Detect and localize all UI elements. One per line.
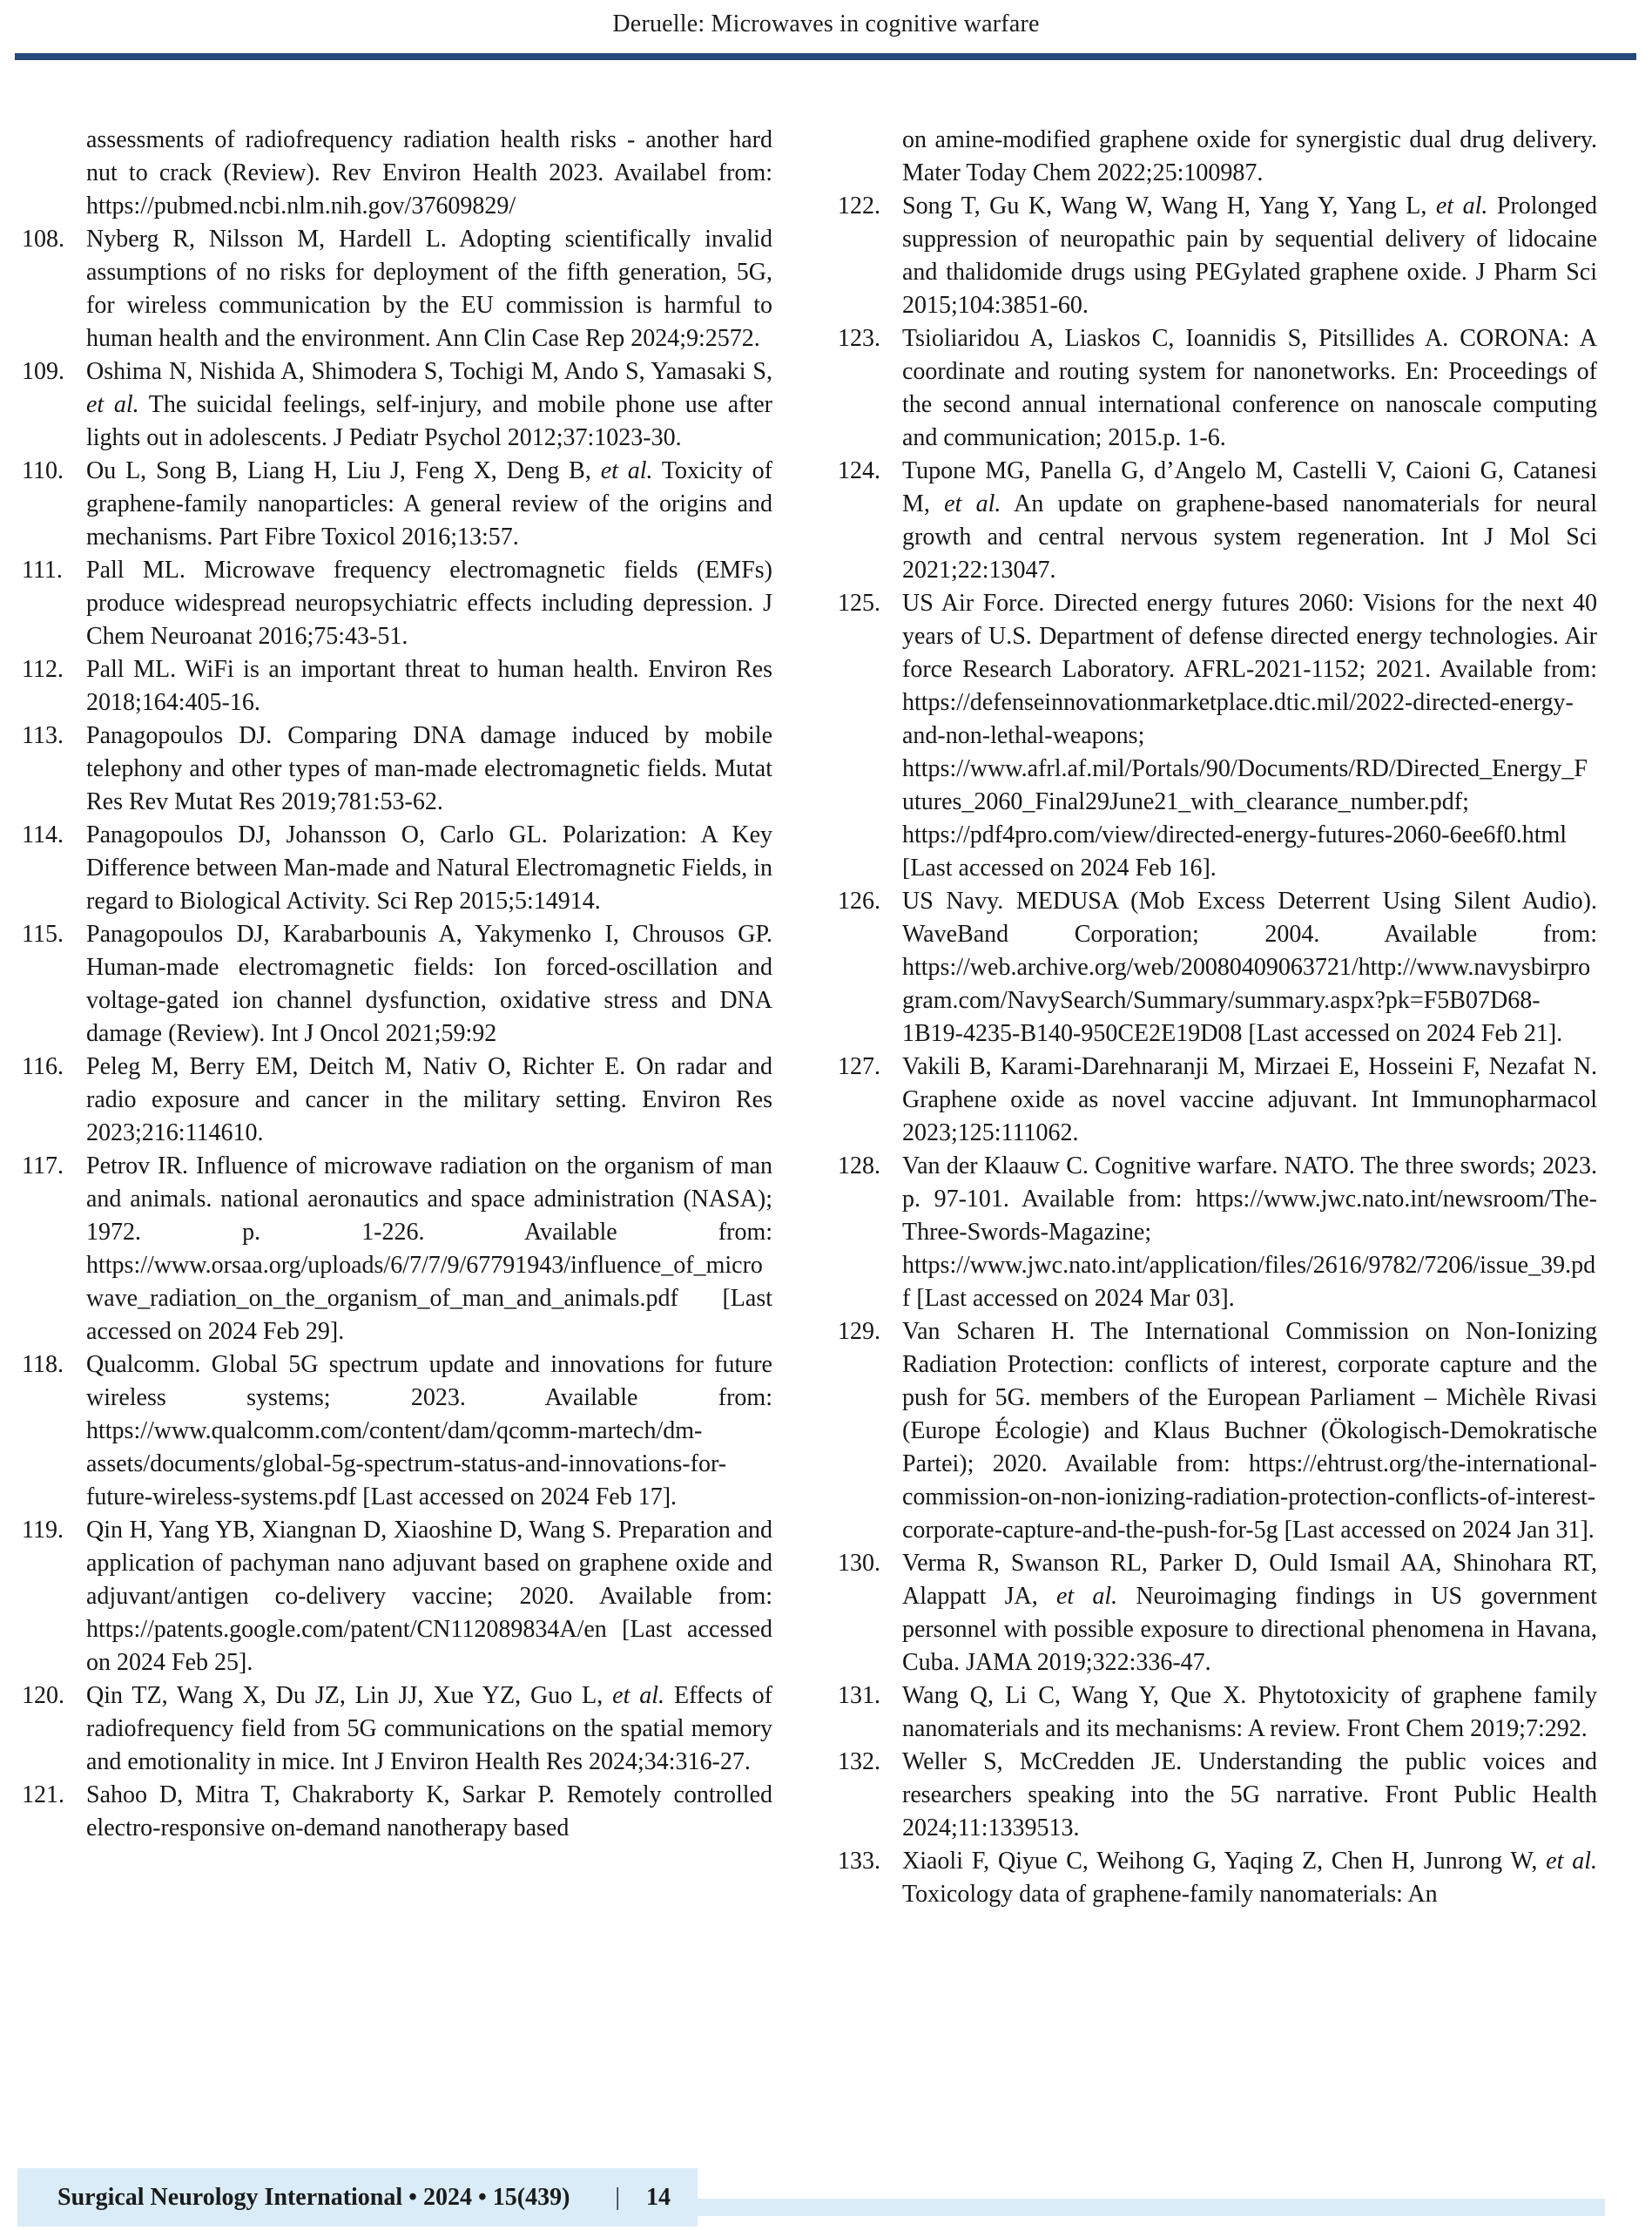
reference-text-segment: Xiaoli F, Qiyue C, Weihong G, Yaqing Z, Chen H, Junrong W,	[902, 1848, 1547, 1875]
reference-item	[838, 885, 1597, 1051]
reference-text-segment: Panagopoulos DJ, Karabarbounis A, Yakymenko I, Chrousos GP. Human-made electromagnetic fields: Ion forced-oscillation and voltage-gated ion channel dysfunction, oxidative stress and DNA damage (Review). Int J Oncol 2021;59:92	[86, 921, 772, 1047]
reference-text	[86, 1053, 772, 1146]
references-column-left	[22, 124, 772, 1845]
reference-text-italic: et al.	[1546, 1848, 1597, 1875]
references-column-right	[838, 124, 1597, 1911]
reference-text-segment: Song T, Gu K, Wang W, Wang H, Yang Y, Yang L,	[902, 193, 1436, 220]
reference-text	[902, 193, 1597, 319]
reference-item	[838, 1547, 1597, 1679]
reference-text	[86, 656, 772, 716]
reference-text-segment: Vakili B, Karami-Darehnaranji M, Mirzaei E, Hosseini F, Nezafat N. Graphene oxide as novel vaccine adjuvant. Int Immunopharmacol 2023;125:111062.	[902, 1053, 1597, 1146]
reference-number: 132.	[838, 1748, 880, 1775]
reference-item	[838, 190, 1597, 322]
reference-text	[86, 1152, 772, 1345]
reference-text-segment: Van der Klaauw C. Cognitive warfare. NATO. The three swords; 2023. p. 97-101. Available from: https://www.jwc.nato.int/newsroom/The-Three-Swords-Magazine; https://www.jwc.nato.int/application/files/2616/9782/7206/issue_39.pdf [Last accessed on 2024 Mar 03].	[902, 1152, 1597, 1312]
reference-number: 121.	[22, 1781, 64, 1808]
reference-text-segment: on amine-modified graphene oxide for synergistic dual drug delivery. Mater Today Chem 2022;25:100987.	[902, 126, 1597, 186]
reference-item	[22, 1679, 772, 1779]
reference-text-italic: et al.	[612, 1682, 665, 1709]
reference-number: 124.	[838, 457, 880, 484]
reference-text-italic: et al.	[1055, 1583, 1118, 1610]
reference-text-segment: Nyberg R, Nilsson M, Hardell L. Adopting scientifically invalid assumptions of no risks for deployment of the fifth generation, 5G, for wireless communication by the EU commission is harmful to human health and the environment. Ann Clin Case Rep 2024;9:2572.	[86, 226, 772, 352]
reference-number: 110.	[22, 457, 64, 484]
reference-text-segment: US Navy. MEDUSA (Mob Excess Deterrent Using Silent Audio). WaveBand Corporation; 2004. Available from: https://web.archive.org/web/20080409063721/http://www.navysbirprogram.com/NavySearch/Summary/summary.aspx?pk=F5B07D68-1B19-4235-B140-950CE2E19D08 [Last accessed on 2024 Feb 21].	[902, 888, 1597, 1047]
reference-text-segment: Tsioliaridou A, Liaskos C, Ioannidis S, Pitsillides A. CORONA: A coordinate and routing system for nanonetworks. En: Proceedings of the second annual international conference on nanoscale computing and communication; 2015.p. 1-6.	[902, 325, 1597, 451]
reference-number: 109.	[22, 358, 64, 385]
reference-text	[902, 1550, 1597, 1676]
reference-number: 112.	[22, 656, 64, 683]
reference-text-segment: Ou L, Song B, Liang H, Liu J, Feng X, Deng B,	[86, 457, 601, 484]
journal-citation: Surgical Neurology International • 2024 • 15(439)	[57, 2183, 570, 2211]
reference-text	[902, 1053, 1597, 1146]
reference-item	[22, 124, 772, 223]
reference-number: 120.	[22, 1682, 64, 1709]
reference-text-segment: Wang Q, Li C, Wang Y, Que X. Phytotoxicity of graphene family nanomaterials and its mechanisms: A review. Front Chem 2019;7:292.	[902, 1682, 1597, 1742]
reference-text	[902, 1318, 1597, 1544]
reference-item	[22, 1779, 772, 1845]
reference-text-segment: Prolonged suppression of neuropathic pain by sequential delivery of lidocaine and thalidomide drugs using PEGylated graphene oxide. J Pharm Sci 2015;104:3851-60.	[902, 193, 1597, 319]
reference-number: 118.	[22, 1351, 64, 1378]
reference-text-segment: US Air Force. Directed energy futures 2060: Visions for the next 40 years of U.S. Department of defense directed energy technologies. Air force Research Laboratory. AFRL-2021-1152; 2021. Available from: https://defenseinnovationmarketplace.dtic.mil/2022-directed-energy-and-non-lethal-weapons; https://www.afrl.af.mil/Portals/90/Documents/RD/Directed_Energy_Futures_2060_Final29June21_with_clearance_number.pdf; https://pdf4pro.com/view/directed-energy-futures-2060-6ee6f0.html [Last accessed on 2024 Feb 16].	[902, 590, 1597, 882]
reference-text	[902, 325, 1597, 451]
running-head: Deruelle: Microwaves in cognitive warfare	[612, 10, 1040, 37]
reference-number: 123.	[838, 325, 880, 352]
reference-item	[22, 819, 772, 918]
reference-text-segment: Petrov IR. Influence of microwave radiation on the organism of man and animals. national aeronautics and space administration (NASA); 1972. p. 1-226. Available from: https://www.orsaa.org/uploads/6/7/7/9/67791943/influence_of_microwave_radiation_on_the_organism_of_man_and_animals.pdf [Last accessed on 2024 Feb 29].	[86, 1152, 772, 1345]
reference-text	[86, 457, 772, 551]
reference-text-segment: Peleg M, Berry EM, Deitch M, Nativ O, Richter E. On radar and radio exposure and cancer in the military setting. Environ Res 2023;216:114610.	[86, 1053, 772, 1146]
reference-text-segment: Effects of radiofrequency field from 5G communications on the spatial memory and emotionality in mice. Int J Environ Health Res 2024;34:316-27.	[86, 1682, 772, 1775]
reference-text-segment: Van Scharen H. The International Commission on Non-Ionizing Radiation Protection: conflicts of interest, corporate capture and the push for 5G. members of the European Parliament – Michèle Rivasi (Europe Écologie) and Klaus Buchner (Ökologisch-Demokratische Partei); 2020. Available from: https://ehtrust.org/the-international-commission-on-non-ionizing-radiation-protection-conflicts-of-interest-corporate-capture-and-the-push-for-5g [Last accessed on 2024 Jan 31].	[902, 1318, 1597, 1544]
reference-item	[22, 554, 772, 653]
reference-text-segment: Qualcomm. Global 5G spectrum update and innovations for future wireless systems; 2023. Available from: https://www.qualcomm.com/content/dam/qcomm-martech/dm-assets/documents/global-5g-spectrum-status-and-innovations-for-future-wireless-systems.pdf [Last accessed on 2024 Feb 17].	[86, 1351, 772, 1510]
reference-text-italic: et al.	[1435, 193, 1488, 220]
reference-number: 116.	[22, 1053, 64, 1080]
reference-text	[902, 1848, 1597, 1908]
reference-text-segment: Verma R, Swanson RL, Parker D, Ould Ismail AA, Shinohara RT, Alappatt JA,	[902, 1550, 1597, 1610]
reference-text	[86, 821, 772, 915]
reference-text-segment: Toxicity of graphene-family nanoparticles: A general review of the origins and mechanisms. Part Fibre Toxicol 2016;13:57.	[86, 457, 772, 551]
reference-item	[22, 1051, 772, 1150]
reference-item	[838, 322, 1597, 455]
reference-number: 119.	[22, 1517, 64, 1544]
reference-text-segment: Panagopoulos DJ, Johansson O, Carlo GL. Polarization: A Key Difference between Man-made and Natural Electromagnetic Fields, in regard to Biological Activity. Sci Rep 2015;5:14914.	[86, 821, 772, 915]
reference-text	[86, 1517, 772, 1676]
reference-text-segment: Sahoo D, Mitra T, Chakraborty K, Sarkar P. Remotely controlled electro-responsive on-demand nanotherapy based	[86, 1781, 772, 1841]
reference-item	[22, 1348, 772, 1514]
header-rule	[15, 53, 1636, 60]
reference-text	[902, 126, 1597, 186]
reference-item	[838, 124, 1597, 190]
footer-separator: |	[615, 2183, 621, 2211]
reference-item	[22, 1514, 772, 1679]
reference-text-italic: et al.	[86, 391, 139, 418]
reference-text-segment: The suicidal feelings, self-injury, and mobile phone use after lights out in adolescents. J Pediatr Psychol 2012;37:1023-30.	[86, 391, 772, 451]
reference-text	[902, 1748, 1597, 1841]
reference-item	[22, 455, 772, 554]
reference-text	[86, 226, 772, 352]
reference-number: 128.	[838, 1152, 880, 1179]
reference-text	[86, 1351, 772, 1510]
page-footer	[17, 2168, 698, 2227]
reference-text-segment: Pall ML. WiFi is an important threat to human health. Environ Res 2018;164:405-16.	[86, 656, 772, 716]
reference-text-italic: et al.	[944, 490, 1001, 517]
reference-number: 122.	[838, 193, 880, 220]
reference-number: 130.	[838, 1550, 880, 1577]
reference-text-segment: Qin TZ, Wang X, Du JZ, Lin JJ, Xue YZ, Guo L,	[86, 1682, 613, 1709]
reference-number: 111.	[22, 557, 63, 584]
reference-item	[22, 223, 772, 355]
reference-number: 114.	[22, 821, 64, 848]
reference-text-italic: et al.	[600, 457, 653, 484]
reference-text	[86, 921, 772, 1047]
reference-item	[838, 1150, 1597, 1315]
reference-item	[838, 587, 1597, 885]
reference-number: 127.	[838, 1053, 880, 1080]
reference-item	[22, 1150, 772, 1348]
reference-item	[838, 1679, 1597, 1746]
reference-item	[22, 918, 772, 1051]
reference-text-segment: Weller S, McCredden JE. Understanding the public voices and researchers speaking into the 5G narrative. Front Public Health 2024;11:1339513.	[902, 1748, 1597, 1841]
reference-number: 131.	[838, 1682, 880, 1709]
reference-text	[86, 1781, 772, 1841]
reference-item	[838, 1746, 1597, 1845]
reference-text	[902, 457, 1597, 584]
reference-item	[22, 653, 772, 720]
reference-number: 115.	[22, 921, 64, 948]
page-number: 14	[646, 2183, 671, 2211]
reference-number: 126.	[838, 888, 880, 915]
reference-text-segment: Qin H, Yang YB, Xiangnan D, Xiaoshine D, Wang S. Preparation and application of pachyman nano adjuvant based on graphene oxide and adjuvant/antigen co-delivery vaccine; 2020. Available from: https://patents.google.com/patent/CN112089834A/en [Last accessed on 2024 Feb 25].	[86, 1517, 772, 1676]
reference-text	[902, 888, 1597, 1047]
reference-number: 113.	[22, 722, 64, 749]
reference-text-segment: assessments of radiofrequency radiation health risks - another hard nut to crack (Review). Rev Environ Health 2023. Availabel from: https://pubmed.ncbi.nlm.nih.gov/37609829/	[86, 126, 772, 220]
reference-text	[86, 358, 772, 451]
reference-text	[86, 1682, 772, 1775]
reference-text-segment: Oshima N, Nishida A, Shimodera S, Tochigi M, Ando S, Yamasaki S,	[86, 358, 772, 385]
reference-text	[86, 722, 772, 815]
reference-text-segment: Neuroimaging findings in US government personnel with possible exposure to directional phenomena in Havana, Cuba. JAMA 2019;322:336-47.	[902, 1583, 1598, 1676]
reference-text	[86, 557, 772, 650]
reference-text-segment: Pall ML. Microwave frequency electromagnetic fields (EMFs) produce widespread neuropsychiatric effects including depression. J Chem Neuroanat 2016;75:43-51.	[86, 557, 772, 650]
reference-item	[838, 455, 1597, 587]
reference-item	[838, 1315, 1597, 1547]
reference-item	[22, 720, 772, 819]
reference-text	[86, 126, 772, 220]
reference-number: 108.	[22, 226, 64, 253]
reference-text	[902, 1152, 1597, 1312]
reference-item	[838, 1051, 1597, 1150]
reference-text-segment: Tupone MG, Panella G, d’Angelo M, Castelli V, Caioni G, Catanesi M,	[902, 457, 1597, 517]
reference-item	[22, 355, 772, 455]
reference-item	[838, 1845, 1597, 1911]
reference-text-segment: Toxicology data of graphene-family nanomaterials: An	[902, 1881, 1438, 1908]
reference-text	[902, 590, 1597, 882]
reference-text-segment: An update on graphene-based nanomaterials for neural growth and central nervous system regeneration. Int J Mol Sci 2021;22:13047.	[902, 490, 1597, 584]
reference-number: 125.	[838, 590, 880, 617]
reference-text	[902, 1682, 1597, 1742]
reference-number: 133.	[838, 1848, 880, 1875]
reference-number: 129.	[838, 1318, 880, 1345]
reference-number: 117.	[22, 1152, 64, 1179]
reference-text-segment: Panagopoulos DJ. Comparing DNA damage induced by mobile telephony and other types of man-made electromagnetic fields. Mutat Res Rev Mutat Res 2019;781:53-62.	[86, 722, 772, 815]
